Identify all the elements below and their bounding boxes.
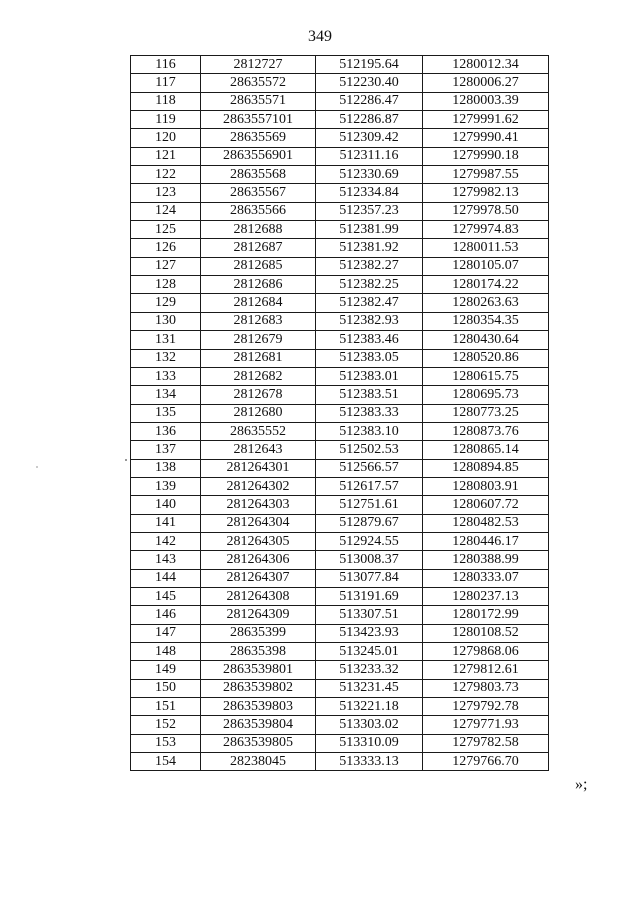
point-id-cell: 2812679 [201,331,316,349]
y-coordinate-cell: 1280773.25 [423,404,549,422]
table-row [131,276,549,294]
y-coordinate-cell: 1280012.34 [423,56,549,74]
point-number-cell: 120 [131,129,201,147]
scan-speck [125,459,127,461]
point-id-cell: 2812678 [201,386,316,404]
x-coordinate-cell: 512382.93 [316,312,423,330]
x-coordinate-cell: 512311.16 [316,147,423,165]
point-number-cell: 119 [131,111,201,129]
y-coordinate-cell: 1279974.83 [423,221,549,239]
table-row [131,716,549,734]
x-coordinate-cell: 512357.23 [316,202,423,220]
y-coordinate-cell: 1280615.75 [423,367,549,385]
y-coordinate-cell: 1279868.06 [423,643,549,661]
point-number-cell: 145 [131,587,201,605]
point-id-cell: 2863557101 [201,111,316,129]
point-id-cell: 2812687 [201,239,316,257]
point-id-cell: 281264302 [201,477,316,495]
point-number-cell: 130 [131,312,201,330]
y-coordinate-cell: 1279990.18 [423,147,549,165]
y-coordinate-cell: 1279803.73 [423,679,549,697]
x-coordinate-cell: 512382.27 [316,257,423,275]
point-number-cell: 144 [131,569,201,587]
point-number-cell: 142 [131,532,201,550]
x-coordinate-cell: 512381.92 [316,239,423,257]
table-row [131,532,549,550]
table-row [131,514,549,532]
x-coordinate-cell: 513310.09 [316,734,423,752]
point-number-cell: 116 [131,56,201,74]
table-row [131,184,549,202]
table-row [131,606,549,624]
y-coordinate-cell: 1279766.70 [423,753,549,771]
point-id-cell: 281264306 [201,551,316,569]
page-number: 349 [308,28,332,45]
point-number-cell: 152 [131,716,201,734]
x-coordinate-cell: 512383.46 [316,331,423,349]
y-coordinate-cell: 1279982.13 [423,184,549,202]
y-coordinate-cell: 1280105.07 [423,257,549,275]
point-id-cell: 2812686 [201,276,316,294]
y-coordinate-cell: 1280333.07 [423,569,549,587]
point-id-cell: 2812727 [201,56,316,74]
point-id-cell: 281264308 [201,587,316,605]
coordinates-table-body [131,56,549,771]
point-id-cell: 28635572 [201,74,316,92]
table-row [131,477,549,495]
point-id-cell: 2863539803 [201,698,316,716]
y-coordinate-cell: 1280003.39 [423,92,549,110]
point-id-cell: 2812685 [201,257,316,275]
point-id-cell: 281264303 [201,496,316,514]
x-coordinate-cell: 512383.51 [316,386,423,404]
table-row [131,496,549,514]
point-number-cell: 132 [131,349,201,367]
y-coordinate-cell: 1279978.50 [423,202,549,220]
point-id-cell: 2863539802 [201,679,316,697]
point-number-cell: 117 [131,74,201,92]
point-number-cell: 135 [131,404,201,422]
x-coordinate-cell: 512879.67 [316,514,423,532]
point-id-cell: 28635569 [201,129,316,147]
x-coordinate-cell: 512502.53 [316,441,423,459]
table-row [131,92,549,110]
table-row [131,349,549,367]
table-row [131,441,549,459]
y-coordinate-cell: 1280520.86 [423,349,549,367]
table-row [131,74,549,92]
point-number-cell: 123 [131,184,201,202]
point-number-cell: 133 [131,367,201,385]
table-row [131,331,549,349]
point-id-cell: 2863539804 [201,716,316,734]
point-number-cell: 148 [131,643,201,661]
point-number-cell: 150 [131,679,201,697]
table-row [131,643,549,661]
table-row [131,166,549,184]
x-coordinate-cell: 513221.18 [316,698,423,716]
table-row [131,294,549,312]
table-row [131,698,549,716]
x-coordinate-cell: 512383.05 [316,349,423,367]
y-coordinate-cell: 1280482.53 [423,514,549,532]
x-coordinate-cell: 513231.45 [316,679,423,697]
x-coordinate-cell: 512309.42 [316,129,423,147]
table-row [131,569,549,587]
x-coordinate-cell: 513077.84 [316,569,423,587]
table-row [131,753,549,771]
table-row [131,129,549,147]
x-coordinate-cell: 512383.01 [316,367,423,385]
y-coordinate-cell: 1280011.53 [423,239,549,257]
y-coordinate-cell: 1280108.52 [423,624,549,642]
y-coordinate-cell: 1279792.78 [423,698,549,716]
x-coordinate-cell: 512334.84 [316,184,423,202]
point-number-cell: 137 [131,441,201,459]
x-coordinate-cell: 512924.55 [316,532,423,550]
table-row [131,661,549,679]
point-number-cell: 121 [131,147,201,165]
table-row [131,239,549,257]
point-number-cell: 151 [131,698,201,716]
point-number-cell: 118 [131,92,201,110]
y-coordinate-cell: 1280354.35 [423,312,549,330]
point-number-cell: 146 [131,606,201,624]
y-coordinate-cell: 1280006.27 [423,74,549,92]
x-coordinate-cell: 512566.57 [316,459,423,477]
y-coordinate-cell: 1280237.13 [423,587,549,605]
table-row [131,202,549,220]
x-coordinate-cell: 512381.99 [316,221,423,239]
y-coordinate-cell: 1280172.99 [423,606,549,624]
x-coordinate-cell: 512330.69 [316,166,423,184]
x-coordinate-cell: 513307.51 [316,606,423,624]
point-number-cell: 129 [131,294,201,312]
x-coordinate-cell: 512382.47 [316,294,423,312]
point-id-cell: 28635567 [201,184,316,202]
y-coordinate-cell: 1280894.85 [423,459,549,477]
table-row [131,459,549,477]
table-row [131,679,549,697]
point-id-cell: 28635571 [201,92,316,110]
table-row [131,257,549,275]
y-coordinate-cell: 1279771.93 [423,716,549,734]
x-coordinate-cell: 512230.40 [316,74,423,92]
point-id-cell: 2863539801 [201,661,316,679]
table-row [131,587,549,605]
scan-speck [36,466,38,468]
point-number-cell: 140 [131,496,201,514]
x-coordinate-cell: 512751.61 [316,496,423,514]
point-number-cell: 126 [131,239,201,257]
point-id-cell: 28635566 [201,202,316,220]
y-coordinate-cell: 1280263.63 [423,294,549,312]
y-coordinate-cell: 1280873.76 [423,422,549,440]
x-coordinate-cell: 512617.57 [316,477,423,495]
point-id-cell: 281264307 [201,569,316,587]
point-id-cell: 28635552 [201,422,316,440]
point-id-cell: 281264305 [201,532,316,550]
y-coordinate-cell: 1280446.17 [423,532,549,550]
point-number-cell: 153 [131,734,201,752]
point-number-cell: 141 [131,514,201,532]
x-coordinate-cell: 512195.64 [316,56,423,74]
x-coordinate-cell: 512383.33 [316,404,423,422]
point-number-cell: 124 [131,202,201,220]
y-coordinate-cell: 1279812.61 [423,661,549,679]
point-id-cell: 2812680 [201,404,316,422]
point-number-cell: 139 [131,477,201,495]
x-coordinate-cell: 512286.47 [316,92,423,110]
point-number-cell: 147 [131,624,201,642]
point-number-cell: 134 [131,386,201,404]
point-id-cell: 2812643 [201,441,316,459]
table-row [131,734,549,752]
y-coordinate-cell: 1280174.22 [423,276,549,294]
point-id-cell: 2863539805 [201,734,316,752]
y-coordinate-cell: 1279782.58 [423,734,549,752]
y-coordinate-cell: 1279987.55 [423,166,549,184]
point-id-cell: 2812681 [201,349,316,367]
table-row [131,221,549,239]
point-number-cell: 149 [131,661,201,679]
point-id-cell: 2812684 [201,294,316,312]
point-number-cell: 138 [131,459,201,477]
x-coordinate-cell: 512383.10 [316,422,423,440]
table-row [131,624,549,642]
x-coordinate-cell: 513191.69 [316,587,423,605]
y-coordinate-cell: 1280865.14 [423,441,549,459]
y-coordinate-cell: 1280695.73 [423,386,549,404]
table-row [131,551,549,569]
point-number-cell: 127 [131,257,201,275]
x-coordinate-cell: 513008.37 [316,551,423,569]
table-row [131,422,549,440]
point-id-cell: 28635399 [201,624,316,642]
point-number-cell: 154 [131,753,201,771]
coordinates-table [130,55,549,771]
point-id-cell: 2863556901 [201,147,316,165]
x-coordinate-cell: 512382.25 [316,276,423,294]
y-coordinate-cell: 1279991.62 [423,111,549,129]
closing-quote: »; [575,776,588,793]
point-id-cell: 28635568 [201,166,316,184]
point-id-cell: 2812688 [201,221,316,239]
table-row [131,404,549,422]
y-coordinate-cell: 1280607.72 [423,496,549,514]
x-coordinate-cell: 513333.13 [316,753,423,771]
y-coordinate-cell: 1279990.41 [423,129,549,147]
point-number-cell: 125 [131,221,201,239]
point-id-cell: 281264301 [201,459,316,477]
table-row [131,147,549,165]
y-coordinate-cell: 1280803.91 [423,477,549,495]
table-row [131,56,549,74]
point-id-cell: 281264304 [201,514,316,532]
point-number-cell: 131 [131,331,201,349]
x-coordinate-cell: 513423.93 [316,624,423,642]
point-number-cell: 143 [131,551,201,569]
point-id-cell: 2812683 [201,312,316,330]
x-coordinate-cell: 512286.87 [316,111,423,129]
point-id-cell: 281264309 [201,606,316,624]
x-coordinate-cell: 513303.02 [316,716,423,734]
point-number-cell: 122 [131,166,201,184]
x-coordinate-cell: 513245.01 [316,643,423,661]
x-coordinate-cell: 513233.32 [316,661,423,679]
point-id-cell: 2812682 [201,367,316,385]
table-row [131,312,549,330]
table-row [131,111,549,129]
point-number-cell: 128 [131,276,201,294]
point-id-cell: 28635398 [201,643,316,661]
point-number-cell: 136 [131,422,201,440]
y-coordinate-cell: 1280430.64 [423,331,549,349]
y-coordinate-cell: 1280388.99 [423,551,549,569]
table-row [131,386,549,404]
point-id-cell: 28238045 [201,753,316,771]
table-row [131,367,549,385]
